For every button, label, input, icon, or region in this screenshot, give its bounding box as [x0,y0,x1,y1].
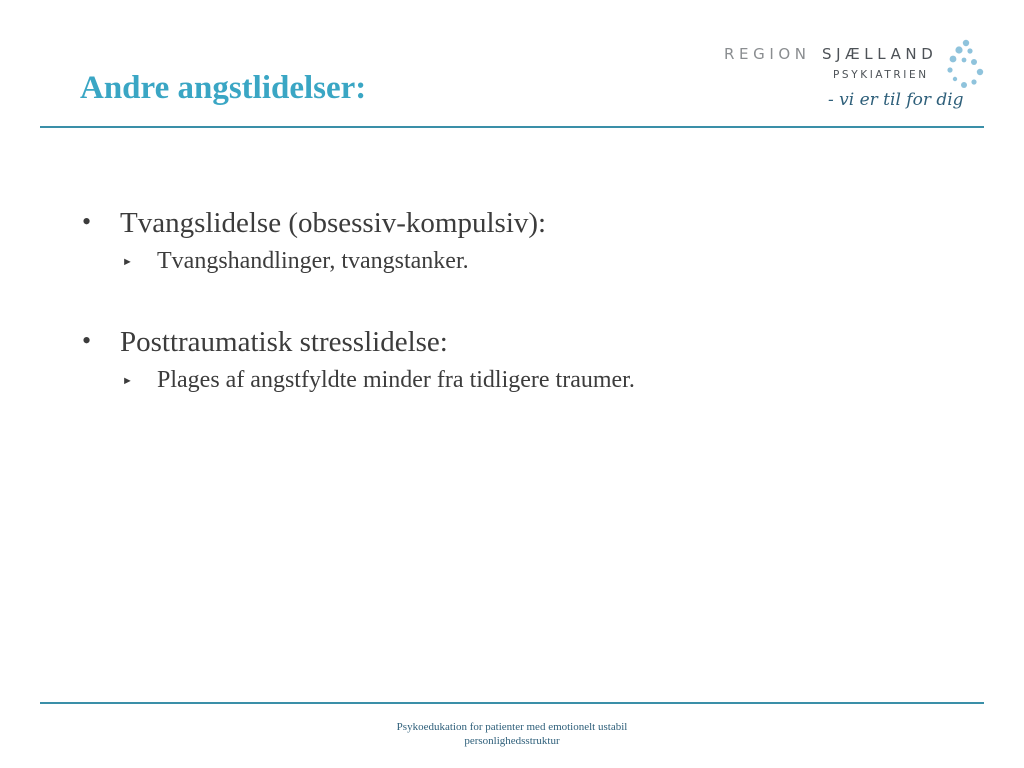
footer-line: Psykoedukation for patienter med emotionelt ustabil [396,721,628,733]
logo-department-text: PSYKIATRIEN [833,69,929,81]
footer-divider [40,702,984,704]
dots-cluster-icon [946,38,986,94]
triangle-arrow-icon: ► [122,256,133,268]
slide-title: Andre angstlidelser: [80,70,367,106]
logo-sjaelland-text: SJÆLLAND [821,45,938,63]
bullet-item [80,200,960,246]
bullet-list [80,200,960,395]
logo-tagline-text: - vi er til for dig [828,90,964,110]
sub-bullet-text: Plages af angstfyldte minder fra tidligere traumer. [157,367,635,393]
sub-bullet-item [80,365,960,395]
region-sjaelland-logo [720,36,990,128]
footer-line: personlighedsstruktur [464,735,560,747]
bullet-text: Posttraumatisk stresslidelse: [120,326,448,358]
logo-region-text: REGION [724,45,811,63]
bullet-text: Tvangslidelse (obsessiv-kompulsiv): [120,207,547,239]
sub-bullet-text: Tvangshandlinger, tvangstanker. [157,248,469,274]
bullet-group [80,200,960,276]
triangle-arrow-icon: ► [122,375,133,387]
bullet-dot-icon: • [82,207,92,236]
sub-bullet-item [80,246,960,276]
logo-wordmark [724,45,937,63]
slide-footer [312,720,712,748]
bullet-dot-icon: • [82,326,92,355]
bullet-group [80,319,960,395]
bullet-item [80,319,960,365]
